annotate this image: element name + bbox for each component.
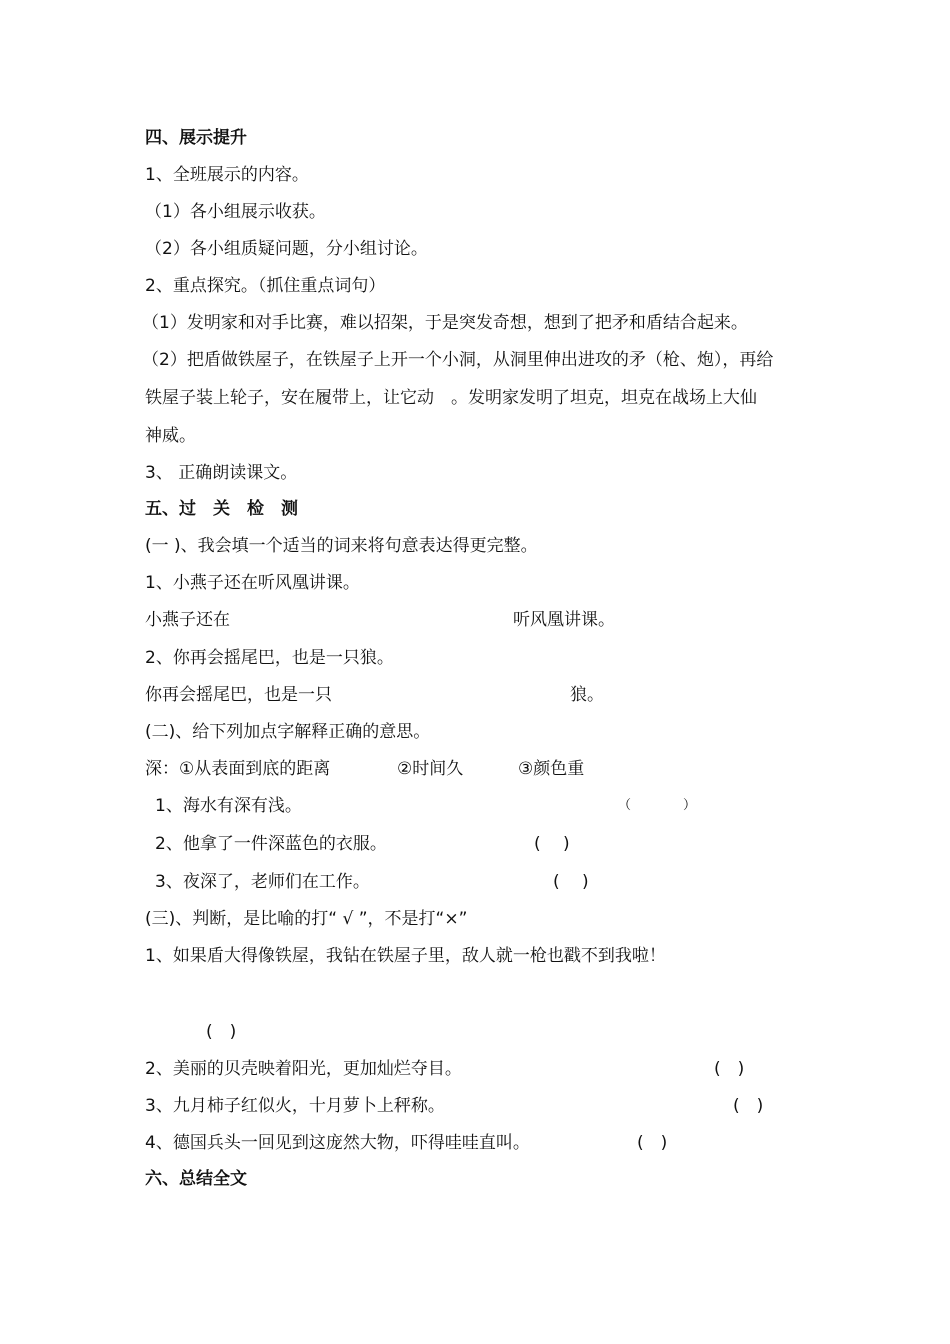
section-4-item-1-sub-2: （2）各小组质疑问题，分小组讨论。 — [145, 239, 428, 259]
section-4-item-1-sub-1: （1）各小组展示收获。 — [145, 202, 326, 222]
question-text: 3、九月柿子红似火，十月萝卜上秤称。 — [145, 1096, 445, 1116]
part-1-question-2-fill — [145, 683, 645, 707]
section-6-heading: 六、总结全文 — [145, 1169, 247, 1189]
definition-3: ③颜色重 — [518, 759, 585, 779]
section-4-item-2-sub-2-line-1: （2）把盾做铁屋子，在铁屋子上开一个小洞，从洞里伸出进攻的矛（枪、炮），再给 — [142, 350, 774, 370]
part-3-question-2 — [145, 1057, 795, 1081]
section-4-item-3: 3、 正确朗读课文。 — [145, 463, 298, 483]
part-1-title: (一 )、我会填一个适当的词来将句意表达得更完整。 — [145, 536, 538, 556]
definition-2: ②时间久 — [397, 759, 464, 779]
part-3-question-4 — [145, 1131, 795, 1155]
answer-parentheses: ( ) — [714, 1059, 745, 1079]
part-2-title: (二)、给下列加点字解释正确的意思。 — [145, 722, 431, 742]
part-2-question-3 — [155, 870, 715, 894]
question-text: 3、夜深了，老师们在工作。 — [155, 872, 370, 892]
definition-1: 深：①从表面到底的距离 — [145, 759, 331, 779]
section-4-item-2-sub-1: （1）发明家和对手比赛，难以招架，于是突发奇想，想到了把矛和盾结合起来。 — [142, 313, 748, 333]
answer-parentheses: ( ) — [553, 872, 589, 892]
part-2-question-1 — [155, 794, 715, 818]
question-text: 2、美丽的贝壳映着阳光，更加灿烂夺目。 — [145, 1059, 462, 1079]
part-3-title: (三)、判断，是比喻的打“ √ ”，不是打“×” — [145, 909, 468, 929]
answer-parentheses: ( ) — [534, 834, 570, 854]
answer-parentheses: ( ) — [733, 1096, 764, 1116]
section-4-item-2-sub-2-line-2: 铁屋子装上轮子，安在履带上，让它动 。发明家发明了坦克，坦克在战场上大仙 — [145, 388, 757, 408]
part-1-question-2: 2、你再会摇尾巴，也是一只狼。 — [145, 648, 394, 668]
part-1-question-1-fill — [145, 608, 645, 632]
answer-parentheses: ( ) — [637, 1133, 668, 1153]
part-1-question-1: 1、小燕子还在听风凰讲课。 — [145, 573, 360, 593]
part-2-definitions — [145, 757, 645, 781]
part-3-question-1-paren: ( ) — [206, 1022, 237, 1042]
fill-right-text: 听风凰讲课。 — [513, 610, 615, 630]
part-3-question-1: 1、如果盾大得像铁屋，我钻在铁屋子里，敌人就一枪也戳不到我啦！ — [145, 946, 666, 966]
section-4-item-2-sub-2-line-3: 神威。 — [145, 426, 196, 446]
part-3-question-3 — [145, 1094, 795, 1118]
fill-left-text: 你再会摇尾巴，也是一只 — [145, 685, 332, 705]
part-2-question-2 — [155, 832, 715, 856]
question-text: 1、海水有深有浅。 — [155, 796, 302, 816]
answer-parentheses: （ ） — [618, 798, 697, 813]
section-4-heading: 四、展示提升 — [145, 128, 247, 148]
section-5-heading: 五、过 关 检 测 — [145, 499, 298, 519]
fill-left-text: 小燕子还在 — [145, 610, 230, 630]
section-4-item-2: 2、重点探究。（抓住重点词句） — [145, 276, 386, 296]
fill-right-text: 狼。 — [570, 685, 604, 705]
section-4-item-1: 1、全班展示的内容。 — [145, 165, 309, 185]
question-text: 4、德国兵头一回见到这庞然大物，吓得哇哇直叫。 — [145, 1133, 530, 1153]
question-text: 2、他拿了一件深蓝色的衣服。 — [155, 834, 387, 854]
